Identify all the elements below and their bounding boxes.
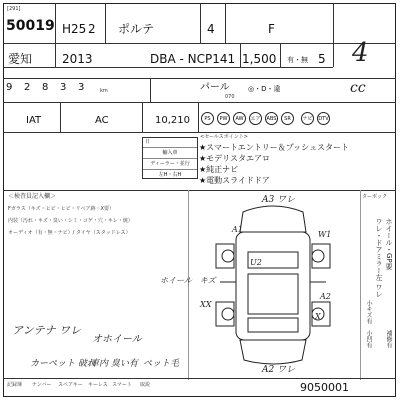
bottom-cell: スマート xyxy=(112,382,132,388)
lot-label: [291] xyxy=(7,6,21,12)
inspection-audio: オーディオ（有・無・ナビ）/ タイヤ（スタッドレス） xyxy=(8,230,131,236)
ownership: 有・無 xyxy=(287,56,308,64)
inspection-glass: Fガラス（キズ・ヒビ・ヒビ・リペア跡・X要） xyxy=(8,206,114,212)
mileage-digit: 2 xyxy=(24,82,31,93)
sales-point: ★モデリスタエアロ xyxy=(199,154,271,163)
bottom-number: 9050001 xyxy=(300,381,349,394)
mileage-digit: 3 xyxy=(78,82,85,93)
import-box-header: 日 xyxy=(145,139,151,145)
sales-heading: <セールスポイント> xyxy=(200,134,248,140)
bottom-cell: スペアキー xyxy=(58,382,83,388)
mileage-digit: 8 xyxy=(42,82,49,93)
mileage-digit: 3 xyxy=(60,82,67,93)
handwritten-note: ペット毛 xyxy=(143,359,180,369)
option-ps: PS xyxy=(201,112,214,125)
model-code: DBA - NCP141 xyxy=(150,52,236,66)
door-count: 4 xyxy=(207,22,215,36)
option-navi: ナビ xyxy=(301,112,314,125)
damage-label-a1: A1 xyxy=(232,225,243,234)
import-box xyxy=(142,137,198,179)
displacement: 1,500 xyxy=(242,52,277,66)
handle-row: 左H・右H xyxy=(143,169,197,180)
inspection-heading: ＜検査員記入欄＞ xyxy=(8,193,57,200)
model-name: ポルテ xyxy=(118,22,155,36)
color-code: 070 xyxy=(225,94,235,100)
side-note: ワレ・ドアミラー左 ワレ xyxy=(375,218,383,298)
inspection-interior: 内装（汚れ・キズ・臭い・シミ・コゲ・穴・キレ・焼） xyxy=(8,218,133,224)
damage-label-wheel: ホイール キズ xyxy=(160,276,216,285)
score-handwritten: 4 xyxy=(352,38,369,68)
car-color: パール xyxy=(200,82,230,93)
option-abs: ABS xyxy=(265,112,278,125)
option-pw: PW xyxy=(217,112,230,125)
bottom-cell: キーレス xyxy=(88,382,108,388)
bottom-cell: ナンバー xyxy=(32,382,52,388)
color-change: ◎・D・違 xyxy=(248,85,281,93)
side-label: ターボック xyxy=(362,194,388,200)
side-note: 小キズ有 xyxy=(365,300,372,324)
bottom-cell: 記録簿 xyxy=(7,382,23,388)
damage-label-xx: XX xyxy=(200,300,212,309)
bottom-cell: 取説 xyxy=(140,382,151,388)
side-note: 補修有 xyxy=(385,330,392,348)
option-aircon: エア xyxy=(249,112,262,125)
damage-label-w1: W1 xyxy=(318,230,332,239)
handwritten-note: オホイール xyxy=(92,334,142,345)
sales-point: ★スマートエントリー＆プッシュスタート xyxy=(199,143,349,152)
damage-label-a2: A2 xyxy=(320,292,331,301)
seat-count: 5 xyxy=(318,52,326,66)
aircon: AC xyxy=(95,115,109,126)
handwritten-note: 車内 臭い有 xyxy=(90,359,138,369)
damage-label-u2: U2 xyxy=(250,258,262,267)
handwritten-note: カーペット 破れ xyxy=(30,359,96,369)
color-code-hand: cc xyxy=(350,80,366,96)
model-year: 2013 xyxy=(62,52,93,66)
damage-label-bottom: A2 ワレ xyxy=(262,365,296,375)
sales-point: ★純正ナビ xyxy=(199,165,239,174)
option-aw: AW xyxy=(233,112,246,125)
transmission: IAT xyxy=(26,115,42,126)
mileage-text: 10,210 xyxy=(155,115,190,126)
mileage-digits xyxy=(6,82,100,96)
reg-month: 2 xyxy=(88,22,96,36)
mileage-unit: km xyxy=(100,88,108,94)
dealer-row: ディーラー・並行 xyxy=(143,158,197,169)
handwritten-note: アンテナ ワレ xyxy=(12,324,82,337)
year-code: H25 xyxy=(62,22,87,36)
side-note: 小凹有 xyxy=(365,330,372,348)
damage-label-top: A3 ワレ xyxy=(262,195,296,205)
mileage-digit: 9 xyxy=(6,82,13,93)
option-sr: SR xyxy=(281,112,294,125)
prefecture: 愛知 xyxy=(8,52,33,66)
import-row: 輸入車 xyxy=(143,147,197,158)
shift-type: F xyxy=(268,22,275,36)
side-note: ホイール・GP要 xyxy=(385,218,393,270)
lot-number: 50019 xyxy=(6,18,55,34)
sales-point: ★電動スライドドア xyxy=(199,176,270,185)
option-dtv: DTV xyxy=(317,112,330,125)
damage-label-x: X xyxy=(315,312,321,321)
